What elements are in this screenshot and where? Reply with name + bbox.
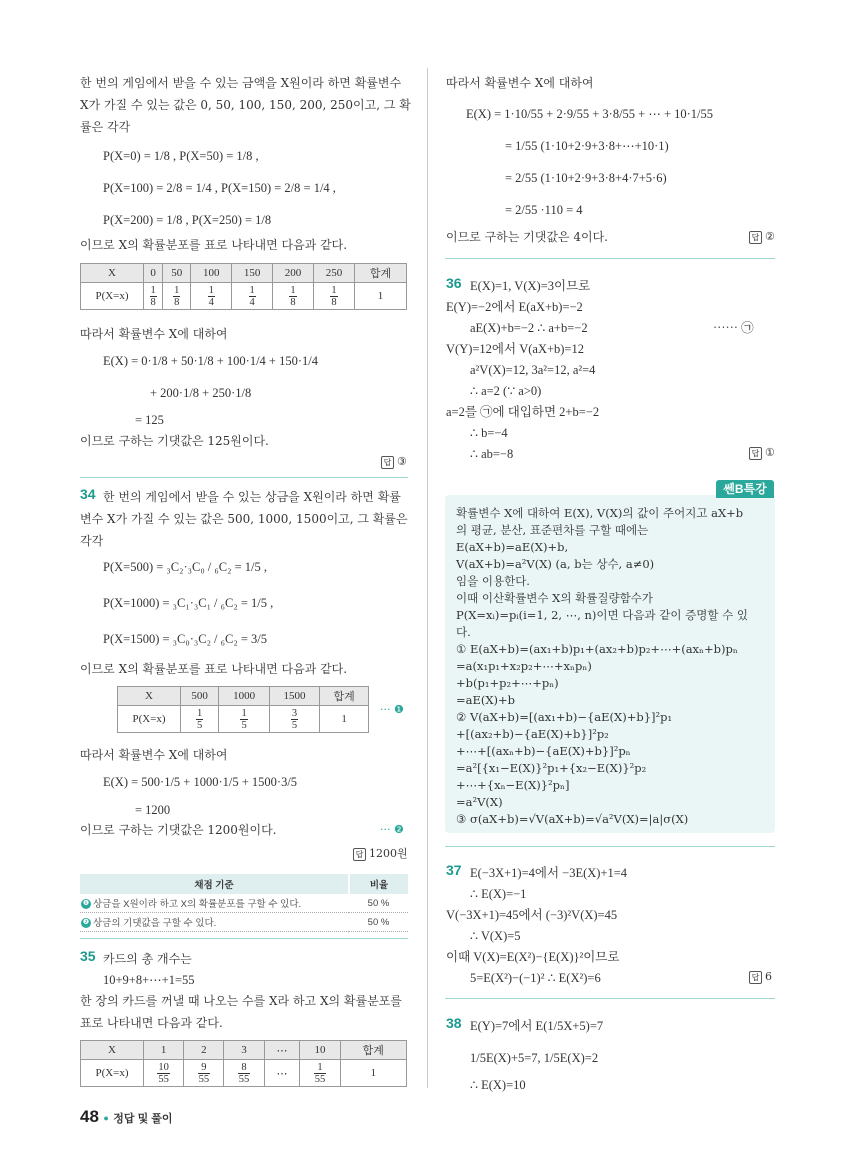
prob-eq-3: P(X=200) = 1/8 , P(X=250) = 1/8 <box>103 213 272 227</box>
separator <box>445 258 775 259</box>
expect-eq-1: E(X) = 0·1/8 + 50·1/8 + 100·1/4 + 150·1/4 <box>103 354 318 368</box>
question-number-34: 34 <box>80 486 96 502</box>
r-expect-eq-3: = 2/55 (1·10+2·9+3·8+4·7+5·6) <box>505 171 667 185</box>
separator <box>80 938 408 939</box>
q37-line-2: ∴ E(X)=−1 <box>470 887 527 901</box>
t1-num: 1 <box>174 284 180 296</box>
answer-37: 답 6 <box>749 970 772 984</box>
t3-den: 55 <box>314 1073 326 1085</box>
t3-head: 2 <box>184 1041 224 1060</box>
t1-head: 150 <box>232 264 273 283</box>
tip-line: 임을 이용한다. <box>456 574 530 588</box>
distribution-table-34 <box>117 686 369 733</box>
t1-den: 4 <box>249 296 255 308</box>
q34-dist-intro: 이므로 X의 확률분포를 표로 나타내면 다음과 같다. <box>80 662 348 676</box>
t1-den: 8 <box>174 296 180 308</box>
column-divider <box>427 68 428 1088</box>
t1-head: 100 <box>191 264 232 283</box>
t1-num: 1 <box>290 284 296 296</box>
q34-prob-eq-1: P(X=500) = ₃C₂·₃C₀ / ₆C₂ = 1/5 , <box>103 560 267 574</box>
q34-expect-intro: 따라서 확률변수 X에 대하여 <box>80 748 228 762</box>
q34-expect-eq-2: = 1200 <box>135 803 171 817</box>
score-row-1: ❶ 상금을 X원이라 하고 X의 확률분포를 구할 수 있다. <box>80 894 349 913</box>
tip-line: =a(x₁p₁+x₂p₂+⋯+xₙpₙ) <box>456 659 592 673</box>
t2-head-total: 합계 <box>320 687 369 706</box>
answer-34: 답 1200원 <box>353 845 408 861</box>
q37-line-6: 5=E(X²)−(−1)² ∴ E(X²)=6 <box>470 971 601 985</box>
q37-line-1: E(−3X+1)=4에서 −3E(X)+1=4 <box>470 866 628 880</box>
q34-conclusion: 이므로 구하는 기댓값은 1200원이다. <box>80 823 277 837</box>
q36-line-7: a=2를 ㉠에 대입하면 2+b=−2 <box>446 405 600 419</box>
t3-head: 1 <box>144 1041 184 1060</box>
page-footer <box>80 1107 173 1127</box>
t1-num: 1 <box>249 284 255 296</box>
step-2-icon: ❷ <box>82 919 90 927</box>
score-head-criteria: 채점 기준 <box>80 874 349 894</box>
score-head-ratio: 비율 <box>349 874 408 894</box>
tip-line: E(aX+b)=aE(X)+b, <box>456 540 569 554</box>
answer-icon: 답 <box>749 231 762 244</box>
t1-num: 1 <box>150 284 156 296</box>
separator <box>445 846 775 847</box>
left-dist-intro: 이므로 X의 확률분포를 표로 나타내면 다음과 같다. <box>80 238 348 252</box>
t3-den: 55 <box>158 1073 169 1085</box>
question-number-35: 35 <box>80 948 96 964</box>
left-intro-line-3: 률은 각각 <box>80 120 131 134</box>
t2-head: 500 <box>181 687 219 706</box>
q36-line-9: ∴ ab=−8 <box>470 447 514 461</box>
score-ratio-2: 50 % <box>349 913 408 932</box>
t1-head: 50 <box>163 264 191 283</box>
tip-line: +⋯+{xₙ−E(X)}²pₙ] <box>456 778 570 792</box>
tip-line: ① E(aX+b)=(ax₁+b)p₁+(ax₂+b)p₂+⋯+(axₙ+b)pₙ <box>456 642 738 656</box>
t1-den: 8 <box>150 296 156 308</box>
t1-den: 8 <box>331 296 337 308</box>
bullet-icon: ● <box>103 1112 109 1123</box>
t3-ellipsis: ⋯ <box>264 1060 300 1087</box>
tip-line: +b(p₁+p₂+⋯+pₙ) <box>456 676 559 690</box>
tip-line: =a²V(X) <box>456 795 503 809</box>
q37-line-3: V(−3X+1)=45에서 (−3)²V(X)=45 <box>446 908 618 922</box>
t3-head: ⋯ <box>264 1041 300 1060</box>
distribution-table-35 <box>80 1040 407 1087</box>
t1-head-x: X <box>81 264 144 283</box>
q34-prob-eq-3: P(X=1500) = ₃C₀·₃C₂ / ₆C₂ = 3/5 <box>103 632 267 646</box>
q36-mark: ⋯⋯ ㉠ <box>713 321 754 335</box>
t3-den: 55 <box>198 1073 210 1085</box>
score-row-2: ❷ 상금의 기댓값을 구할 수 있다. <box>80 913 349 932</box>
t1-total: 1 <box>354 283 406 310</box>
tip-line: =aE(X)+b <box>456 693 516 707</box>
tip-line: ② V(aX+b)=[(ax₁+b)−{aE(X)+b}]²p₁ <box>456 710 673 724</box>
t2-num: 1 <box>241 707 247 719</box>
answer-icon: 답 <box>749 971 762 984</box>
tip-line: P(X=xᵢ)=pᵢ(i=1, 2, ⋯, n)이면 다음과 같이 증명할 수 있 <box>456 608 748 622</box>
r-expect-eq-4: = 2/55 ·110 = 4 <box>505 203 583 217</box>
t2-den: 5 <box>197 719 203 731</box>
left-conclusion-33: 이므로 구하는 기댓값은 125원이다. <box>80 434 269 448</box>
t3-head: 3 <box>224 1041 264 1060</box>
q36-line-8: ∴ b=−4 <box>470 426 508 440</box>
t2-num: 3 <box>291 707 298 719</box>
answer-35: 답 ② <box>749 230 775 244</box>
question-number-38: 38 <box>446 1015 462 1031</box>
t3-row-label: P(X=x) <box>81 1060 144 1087</box>
t3-num: 10 <box>158 1061 169 1073</box>
t1-head-total: 합계 <box>354 264 406 283</box>
q34-expect-eq-1: E(X) = 500·1/5 + 1000·1/5 + 1500·3/5 <box>103 775 298 789</box>
prob-eq-2: P(X=100) = 2/8 = 1/4 , P(X=150) = 2/8 = 1/4 , <box>103 181 336 195</box>
t3-num: 1 <box>314 1062 327 1074</box>
q38-line-3: ∴ E(X)=10 <box>470 1078 526 1092</box>
q35-line-1: 카드의 총 개수는 <box>103 952 192 966</box>
q34-line-2: 변수 X가 가질 수 있는 값은 500, 1000, 1500이고, 그 확률은 <box>80 512 408 526</box>
tip-line: V(aX+b)=a²V(X) (a, b는 상수, a≠0) <box>456 557 655 571</box>
step-1-icon: ❶ <box>82 900 90 908</box>
r-expect-eq-1: E(X) = 1·10/55 + 2·9/55 + 3·8/55 + ⋯ + 10·1/55 <box>466 107 714 121</box>
tip-line: 의 평균, 분산, 표준편차를 구할 때에는 <box>456 523 649 537</box>
scoring-criteria-table <box>80 874 408 932</box>
tip-line: +⋯+[(axₙ+b)−{aE(X)+b}]²pₙ <box>456 744 631 758</box>
answer-icon: 답 <box>381 456 394 469</box>
t1-head: 250 <box>314 264 355 283</box>
q35-line-4: 표로 나타내면 다음과 같다. <box>80 1016 223 1030</box>
answer-33: 답 ③ <box>381 455 407 469</box>
answer-36: 답 ① <box>749 446 775 460</box>
t1-den: 4 <box>208 296 214 308</box>
q36-line-3: aE(X)+b=−2 ∴ a+b=−2 <box>470 321 588 335</box>
q38-line-2: 1/5E(X)+5=7, 1/5E(X)=2 <box>470 1051 599 1065</box>
t1-head: 0 <box>144 264 163 283</box>
expect-eq-3: = 125 <box>135 413 164 427</box>
tip-line: +[(ax₂+b)−{aE(X)+b}]²p₂ <box>456 727 609 741</box>
t1-den: 8 <box>290 296 296 308</box>
q36-line-5: a²V(X)=12, 3a²=12, a²=4 <box>470 363 596 377</box>
q37-line-5: 이때 V(X)=E(X²)−{E(X)}²이므로 <box>446 950 620 964</box>
t2-row-label: P(X=x) <box>118 706 181 733</box>
t2-den: 5 <box>291 719 298 731</box>
q38-line-1: E(Y)=7에서 E(1/5X+5)=7 <box>470 1019 604 1033</box>
distribution-table-33 <box>80 263 407 310</box>
t1-num: 1 <box>331 284 337 296</box>
t2-head-x: X <box>118 687 181 706</box>
q36-line-2: E(Y)=−2에서 E(aX+b)=−2 <box>446 300 583 314</box>
answer-icon: 답 <box>353 848 366 861</box>
t3-total: 1 <box>340 1060 406 1087</box>
t2-den: 5 <box>241 719 247 731</box>
score-ratio-1: 50 % <box>349 894 408 913</box>
left-intro-line-1: 한 번의 게임에서 받을 수 있는 금액을 X원이라 하면 확률변수 <box>80 76 402 90</box>
t3-num: 9 <box>198 1062 211 1074</box>
t3-head: 10 <box>300 1041 340 1060</box>
footer-label: 정답 및 풀이 <box>113 1112 173 1125</box>
tip-line: 다. <box>456 625 471 639</box>
q35-line-3: 한 장의 카드를 꺼낼 때 나오는 수를 X라 하고 X의 확률분포를 <box>80 994 402 1008</box>
t1-row-label: P(X=x) <box>81 283 144 310</box>
expect-eq-2: + 200·1/8 + 250·1/8 <box>150 386 252 400</box>
t1-num: 1 <box>208 284 214 296</box>
separator <box>445 998 775 999</box>
q34-line-1: 한 번의 게임에서 받을 수 있는 상금을 X원이라 하면 확률 <box>103 490 401 504</box>
t3-head-x: X <box>81 1041 144 1060</box>
t3-num: 8 <box>238 1062 251 1074</box>
step-mark-1: ··· ❶ <box>380 703 404 716</box>
q35-line-2: 10+9+8+⋯+1=55 <box>103 973 195 987</box>
r-conclusion-35: 이므로 구하는 기댓값은 4이다. <box>446 230 608 244</box>
tip-line: 이때 이산확률변수 X의 확률질량함수가 <box>456 591 653 605</box>
q36-line-4: V(Y)=12에서 V(aX+b)=12 <box>446 342 584 356</box>
t3-den: 55 <box>238 1073 250 1085</box>
left-intro-line-2: X가 가질 수 있는 값은 0, 50, 100, 150, 200, 250이고, 그 확 <box>80 98 411 112</box>
tip-line: ③ σ(aX+b)=√V(aX+b)=√a²V(X)=|a|σ(X) <box>456 812 689 826</box>
prob-eq-1: P(X=0) = 1/8 , P(X=50) = 1/8 , <box>103 149 259 163</box>
t2-head: 1000 <box>219 687 269 706</box>
tip-line: =a²[{x₁−E(X)}²p₁+{x₂−E(X)}²p₂ <box>456 761 647 775</box>
answer-icon: 답 <box>749 447 762 460</box>
q36-line-6: ∴ a=2 (∵ a>0) <box>470 384 542 398</box>
t2-head: 1500 <box>269 687 319 706</box>
left-expect-intro: 따라서 확률변수 X에 대하여 <box>80 327 228 341</box>
q36-line-1: E(X)=1, V(X)=3이므로 <box>470 279 591 293</box>
r-expect-intro: 따라서 확률변수 X에 대하여 <box>446 76 594 90</box>
tip-box-tab: 쎈B특강 <box>716 480 774 498</box>
t3-head-total: 합계 <box>340 1041 406 1060</box>
separator <box>80 477 408 478</box>
t1-head: 200 <box>273 264 314 283</box>
q34-line-3: 각각 <box>80 534 104 548</box>
q37-line-4: ∴ V(X)=5 <box>470 929 521 943</box>
question-number-36: 36 <box>446 275 462 291</box>
step-mark-2: ··· ❷ <box>380 823 404 836</box>
tip-line: 확률변수 X에 대하여 E(X), V(X)의 값이 주어지고 aX+b <box>456 506 744 520</box>
page-number: 48 <box>80 1107 99 1126</box>
q34-prob-eq-2: P(X=1000) = ₃C₁·₃C₁ / ₆C₂ = 1/5 , <box>103 596 274 610</box>
t2-total: 1 <box>320 706 369 733</box>
r-expect-eq-2: = 1/55 (1·10+2·9+3·8+⋯+10·1) <box>505 139 669 153</box>
question-number-37: 37 <box>446 862 462 878</box>
t2-num: 1 <box>197 707 203 719</box>
